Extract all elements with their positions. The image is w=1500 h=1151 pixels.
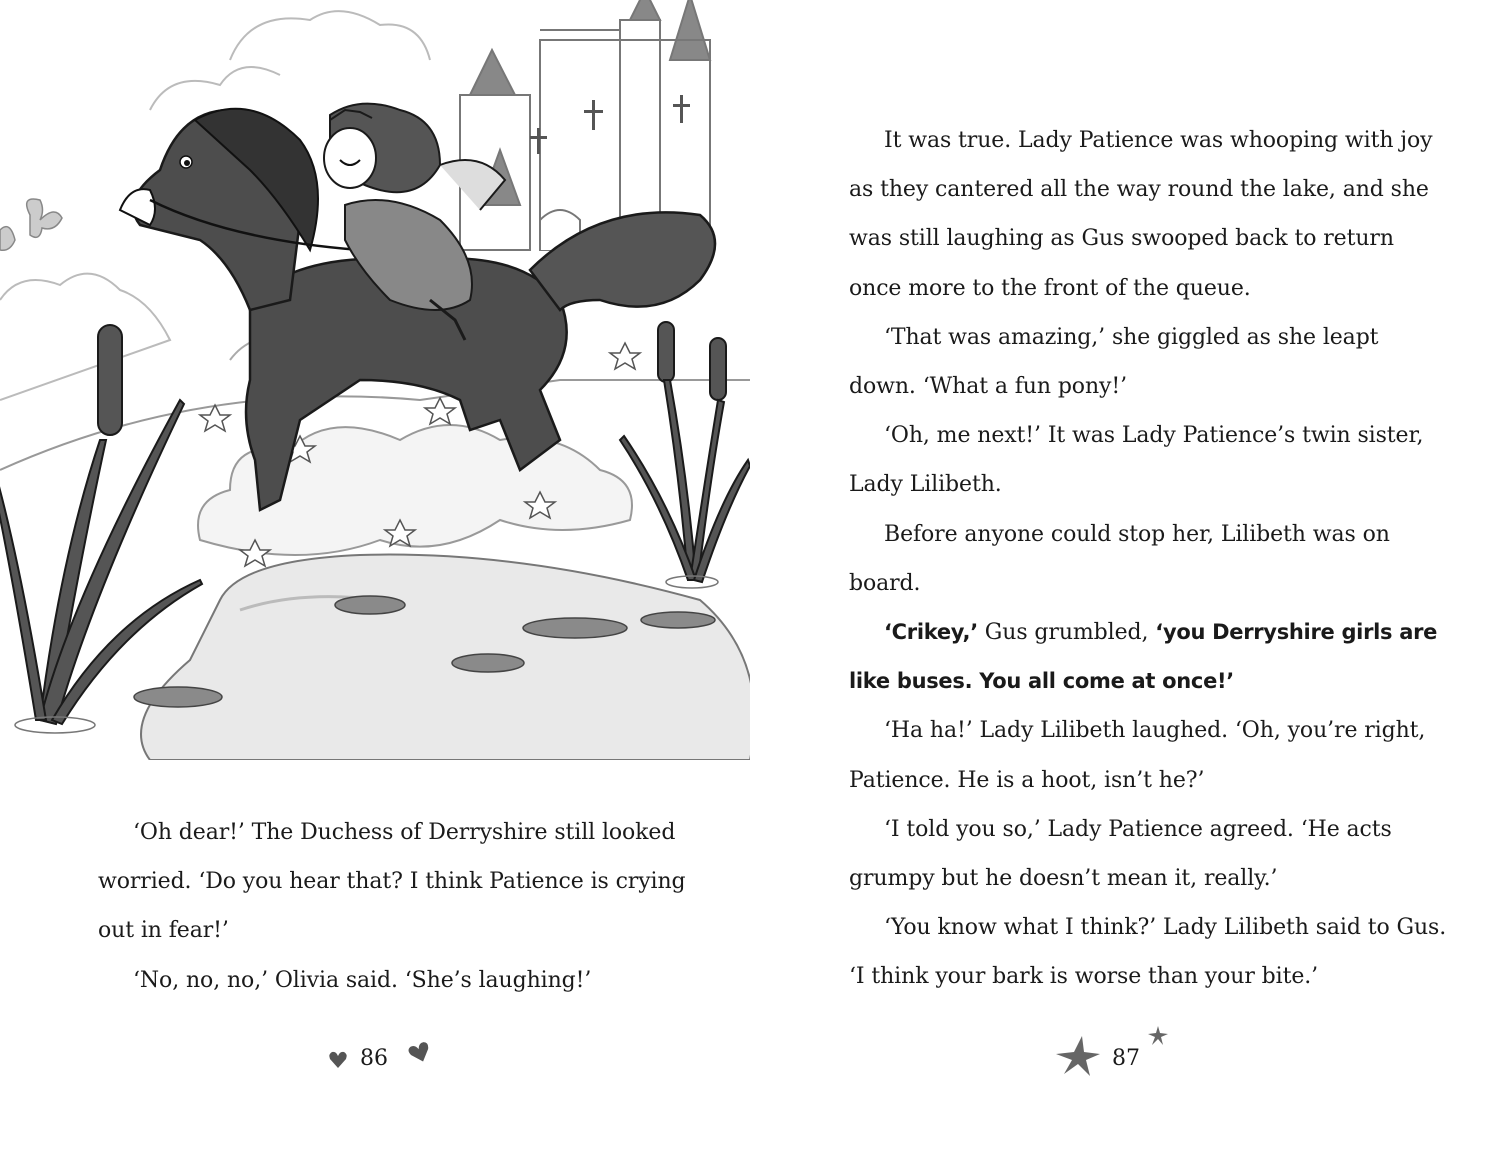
narration: Gus grumbled, (977, 620, 1156, 646)
gus-speech: ‘you Derryshire girls are like buses. You all come at once!’ (849, 620, 1438, 694)
paragraph: ‘That was amazing,’ she giggled as she leapt down. ‘What a fun pony!’ (849, 324, 1379, 400)
star-icon (1056, 1036, 1102, 1078)
page-number: 86 (360, 1046, 388, 1071)
left-page-body (98, 808, 698, 1005)
paragraph: ‘Oh, me next!’ It was Lady Patience’s twin sister, Lady Lilibeth. (849, 423, 1424, 498)
star-icon (1148, 1026, 1168, 1046)
gus-speech: ‘Crikey,’ (884, 620, 978, 645)
page-number-footer (1050, 1040, 1180, 1080)
paragraph: ‘You know what I think?’ Lady Lilibeth said to Gus. ‘I think your bark is worse than your bite.’ (849, 915, 1447, 990)
heart-icon (328, 1050, 348, 1070)
horse-rider-illustration (0, 0, 750, 760)
right-page-body (849, 116, 1449, 1002)
paragraph: ‘Ha ha!’ Lady Lilibeth laughed. ‘Oh, you’re right, Patience. He is a hoot, isn’t he?’ (849, 718, 1426, 793)
paragraph: It was true. Lady Patience was whooping with joy as they cantered all the way round the lake, and she was still laughing as Gus swooped back to return once more to the front of the queue. (849, 128, 1433, 301)
paragraph: ‘Oh dear!’ The Duchess of Derryshire still looked worried. ‘Do you hear that? I think Patience is crying out in fear!’ (98, 820, 686, 944)
page-number: 87 (1112, 1046, 1140, 1071)
paragraph: ‘I told you so,’ Lady Patience agreed. ‘He acts grumpy but he doesn’t mean it, really.’ (849, 816, 1392, 892)
paragraph: Before anyone could stop her, Lilibeth was on board. (849, 521, 1390, 596)
right-page (750, 0, 1500, 1151)
heart-icon (408, 1042, 432, 1064)
dialogue-paragraph (849, 608, 1449, 706)
paragraph: ‘No, no, no,’ Olivia said. ‘She’s laughing!’ (133, 967, 592, 993)
page-number-footer (322, 1040, 442, 1080)
